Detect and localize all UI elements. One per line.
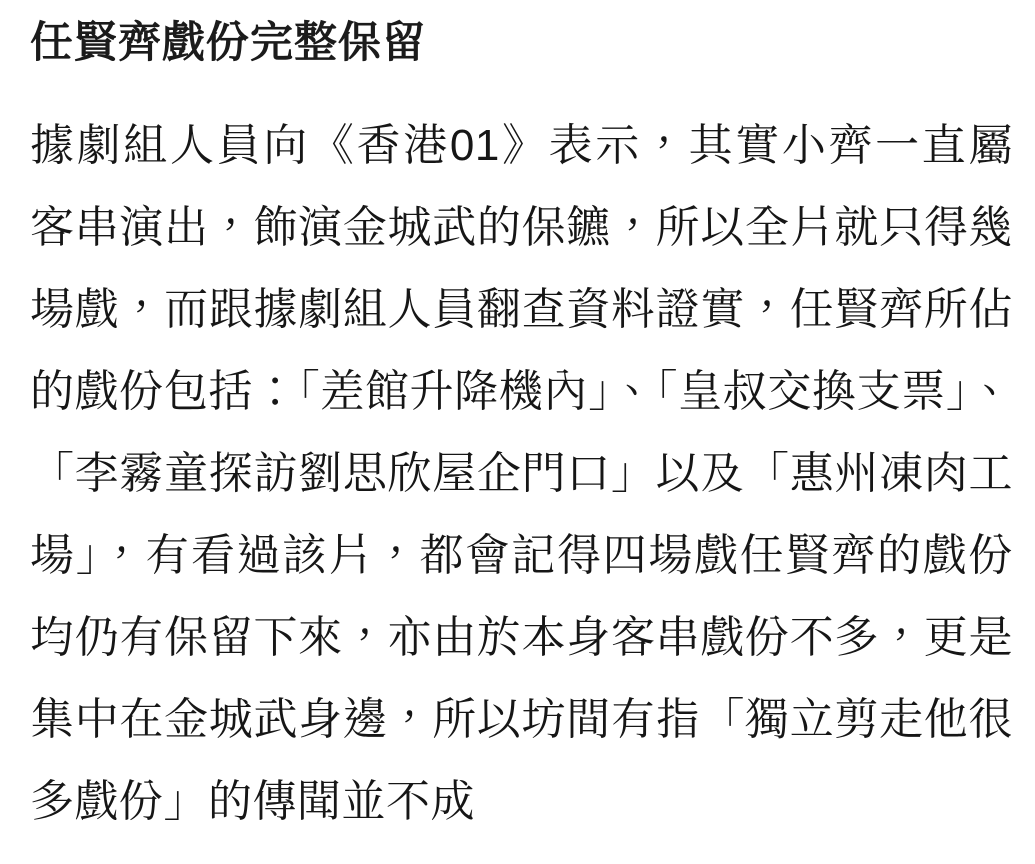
article-heading: 任賢齊戲份完整保留 [30,19,426,67]
article-body-paragraph: 據劇組人員向《香港01》表示，其實小齊一直屬客串演出，飾演金城武的保鑣，所以全片就只得幾場戲，而跟據劇組人員翻查資料證實，任賢齊所佔的戲份包括：「差館升降機內」、「皇叔交換支票」、「李霧童探訪劉思欣屋企門口」以及「惠州凍肉工場」，有看過該片，都會記得四場戲任賢齊的戲份均仍有保留下來，亦由於本身客串戲份不多，更是集中在金城武身邊，所以坊間有指「獨立剪走他很多戲份」的傳聞並不成 [30,121,1013,827]
